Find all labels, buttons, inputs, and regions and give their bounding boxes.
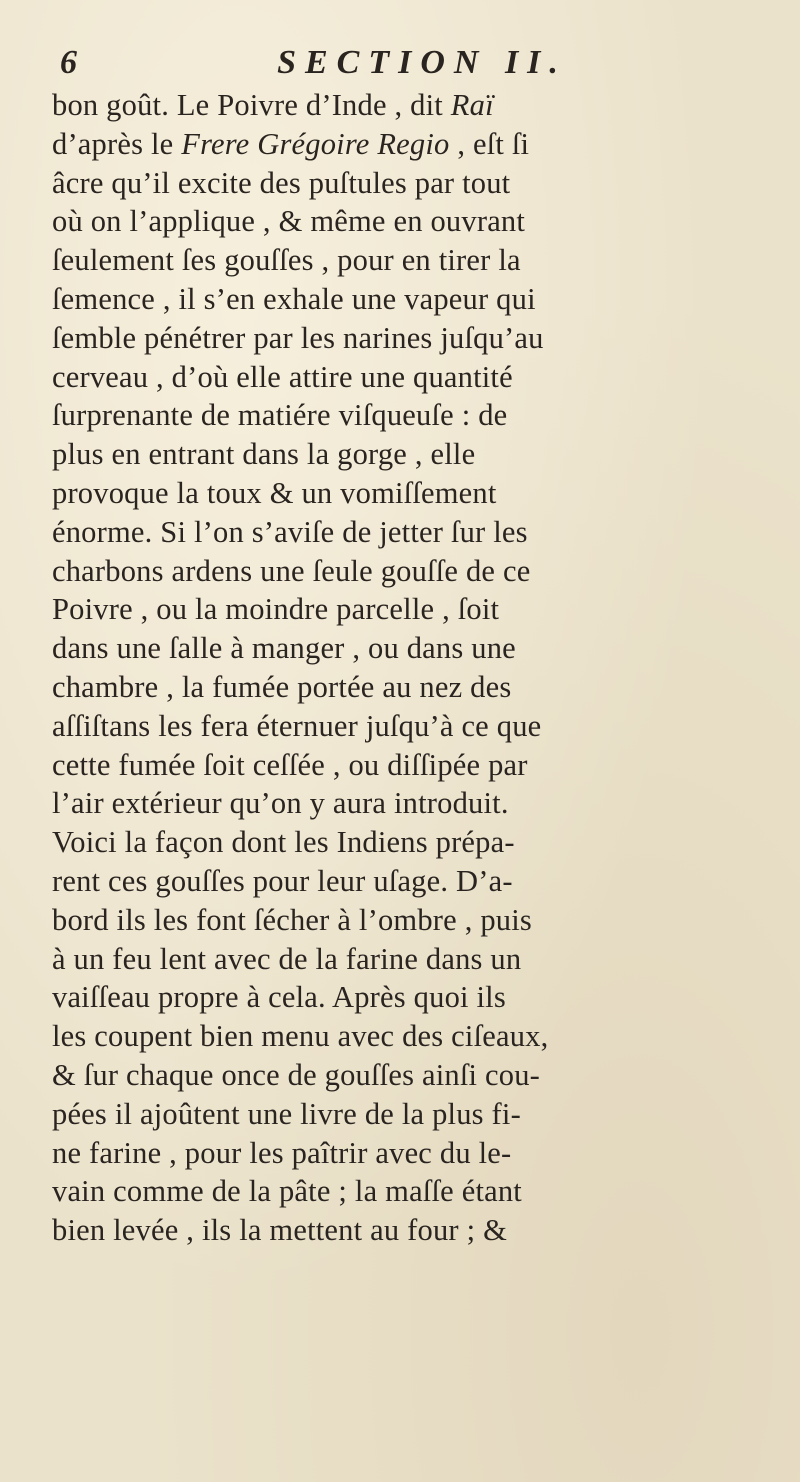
text-line [52,164,792,203]
page-number: 6 [60,44,77,81]
text-segment: cette fumée ſoit ceſſée , ou diſſipée par [52,747,528,782]
text-segment: Poivre , ou la moindre parcelle , ſoit [52,592,500,627]
text-line [52,746,792,785]
text-segment: bord ils les font ſécher à l’ombre , puis [52,902,532,937]
text-segment: aſſiſtans les fera éternuer juſqu’à ce que [52,708,542,743]
text-line [52,1211,792,1250]
text-segment: énorme. Si l’on s’aviſe de jetter ſur les [52,514,528,549]
text-line [52,862,792,901]
text-segment: bon goût. Le Poivre d’Inde , dit [52,88,451,122]
text-segment: bien levée , ils la mettent au four ; & [52,1213,507,1248]
text-segment: ſemence , il s’en exhale une vapeur qui [52,281,536,316]
text-segment: les coupent bien menu avec des ciſeaux, [52,1019,549,1054]
text-line [52,241,792,280]
text-segment: âcre qu’il excite des puſtules par tout [52,165,511,200]
text-segment: l’air extérieur qu’on y aura introduit. [52,786,509,821]
text-segment: cerveau , d’où elle attire une quantité [52,359,513,394]
text-segment: vaiſſeau propre à cela. Après quoi ils [52,980,506,1015]
text-segment: à un feu lent avec de la farine dans un [52,941,522,976]
running-head: SECTION II. [277,44,567,81]
text-segment: pées il ajoûtent une livre de la plus fi- [52,1096,521,1131]
text-line [52,784,792,823]
text-segment: charbons ardens une ſeule gouſſe de ce [52,553,531,588]
page-header [60,38,740,88]
text-line [52,280,792,319]
text-segment: provoque la toux & un vomiſſement [52,475,497,510]
text-segment: rent ces gouſſes pour leur uſage. D’a- [52,863,513,898]
text-line [52,1134,792,1173]
text-line [52,435,792,474]
italic-text: Raï [450,88,494,122]
text-segment: dans une ſalle à manger , ou dans une [52,631,516,666]
text-line [52,86,792,125]
text-segment: vain comme de la pâte ; la maſſe étant [52,1174,522,1209]
text-segment: ſeulement ſes gouſſes , pour en tirer la [52,243,521,278]
text-line [52,901,792,940]
text-segment: , eſt ſi [449,126,530,161]
text-segment: & ſur chaque once de gouſſes ainſi cou- [52,1057,541,1092]
text-segment: Voici la façon dont les Indiens prépa- [52,825,515,860]
text-segment: chambre , la fumée portée au nez des [52,669,512,704]
text-line [52,1172,792,1211]
text-line [52,978,792,1017]
text-line [52,823,792,862]
italic-text: Frere Grégoire Regio [181,126,450,161]
text-line [52,358,792,397]
text-line [52,629,792,668]
text-segment: ne farine , pour les paîtrir avec du le- [52,1135,512,1170]
text-segment: ſemble pénétrer par les narines juſqu’au [52,320,544,355]
text-line [52,1095,792,1134]
text-line [52,125,792,164]
text-line [52,1017,792,1056]
text-segment: ſurprenante de matiére viſqueuſe : de [52,398,508,433]
text-line [52,396,792,435]
text-line [52,1056,792,1095]
text-line [52,513,792,552]
text-line [52,202,792,241]
text-line [52,474,792,513]
text-segment: d’après le [52,126,182,161]
text-line [52,552,792,591]
body-text [52,86,792,1250]
text-segment: où on l’applique , & même en ouvrant [52,204,526,239]
text-line [52,668,792,707]
text-line [52,940,792,979]
text-line [52,319,792,358]
text-line [52,707,792,746]
text-segment: plus en entrant dans la gorge , elle [52,437,476,472]
text-line [52,590,792,629]
